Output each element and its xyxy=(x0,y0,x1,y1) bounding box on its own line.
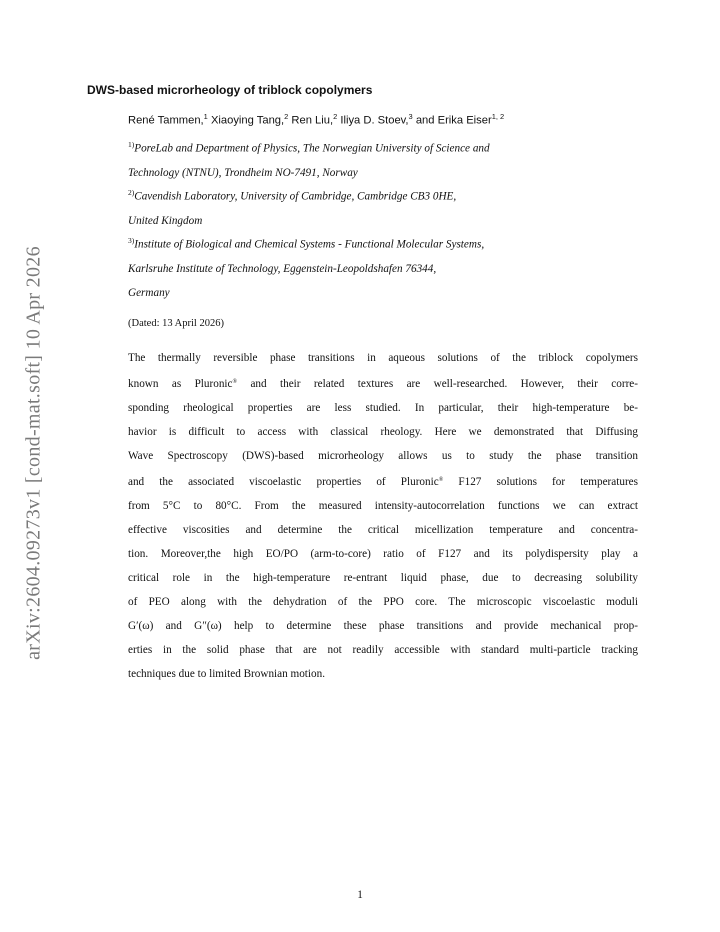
abstract-line: The thermally reversible phase transitions in aqueous solutions of the triblock copolymers xyxy=(128,352,638,364)
abstract xyxy=(128,346,638,686)
abstract-line: and the associated viscoelastic properties of Pluronic® F127 solutions for temperatures xyxy=(128,476,638,488)
author: René Tammen, xyxy=(128,114,204,127)
affiliation-mark: 2) xyxy=(128,188,135,197)
author-affiliation-mark: 1, 2 xyxy=(491,112,505,121)
author-affiliation-mark: 3 xyxy=(408,112,413,121)
affiliation-1 xyxy=(128,133,638,185)
abstract-line: known as Pluronic® and their related textures are well-researched. However, their corre- xyxy=(128,378,638,390)
abstract-line: G′(ω) and G″(ω) help to determine these phase transitions and provide mechanical prop- xyxy=(128,620,638,632)
author: Xiaoying Tang, xyxy=(210,114,285,127)
page-number: 1 xyxy=(357,889,363,901)
abstract-line: from 5°C to 80°C. From the measured intensity-autocorrelation functions we can extract xyxy=(128,500,638,512)
affiliation-line: $^{2)}$Cavendish Laboratory, University of Cambridge, Cambridge CB3 0HE, xyxy=(128,188,457,203)
author: Iliya D. Stoev, xyxy=(340,114,409,127)
author-affiliation-mark: 1 xyxy=(203,112,208,121)
author: Ren Liu, xyxy=(291,114,334,127)
author-affiliation-mark: 2 xyxy=(333,112,338,121)
affiliation-line: United Kingdom xyxy=(128,214,203,227)
abstract-line: havior is difficult to access with classical rheology. Here we demonstrated that Diffusing xyxy=(128,426,638,438)
paper-title: DWS-based microrheology of triblock copolymers xyxy=(87,83,373,97)
arxiv-stamp xyxy=(22,225,46,680)
affiliation-line: Karlsruhe Institute of Technology, Eggenstein-Leopoldshafen 76344, xyxy=(128,262,437,275)
author: and Erika Eiser xyxy=(415,114,492,127)
affiliation-line: Germany xyxy=(128,286,170,299)
affiliation-line: Technology (NTNU), Trondheim NO-7491, Norway xyxy=(128,166,358,179)
abstract-line: techniques due to limited Brownian motion. xyxy=(128,668,325,680)
abstract-line: critical role in the high-temperature re-entrant liquid phase, due to decreasing solubility xyxy=(128,572,638,584)
abstract-line: tion. Moreover,the high EO/PO (arm-to-core) ratio of F127 and its polydispersity play a xyxy=(128,548,638,560)
abstract-line: sponding rheological properties are less studied. In particular, their high-temperature be- xyxy=(128,402,638,414)
abstract-line: of PEO along with the dehydration of the PPO core. The microscopic viscoelastic moduli xyxy=(128,596,638,608)
dated-line: (Dated: 13 April 2026) xyxy=(128,318,224,329)
affiliation-line: $^{1)}$PoreLab and Department of Physics, The Norwegian University of Science and xyxy=(128,140,490,155)
affiliation-3 xyxy=(128,229,638,305)
affiliation-2 xyxy=(128,181,638,233)
abstract-line: Wave Spectroscopy (DWS)-based microrheology allows us to study the phase transition xyxy=(128,450,638,462)
author-list xyxy=(128,112,638,127)
abstract-line: effective viscosities and determine the critical micellization temperature and concentra- xyxy=(128,524,638,536)
affiliation-mark: 3) xyxy=(128,236,135,245)
author-affiliation-mark: 2 xyxy=(284,112,289,121)
abstract-line: erties in the solid phase that are not readily accessible with standard multi-particle tracking xyxy=(128,644,638,656)
affiliation-line: $^{3)}$Institute of Biological and Chemical Systems - Functional Molecular Systems, xyxy=(128,236,485,251)
affiliation-mark: 1) xyxy=(128,140,135,149)
arxiv-id: arXiv:2604.09273v1 [cond-mat.soft] 10 Apr 2026 xyxy=(22,245,45,660)
